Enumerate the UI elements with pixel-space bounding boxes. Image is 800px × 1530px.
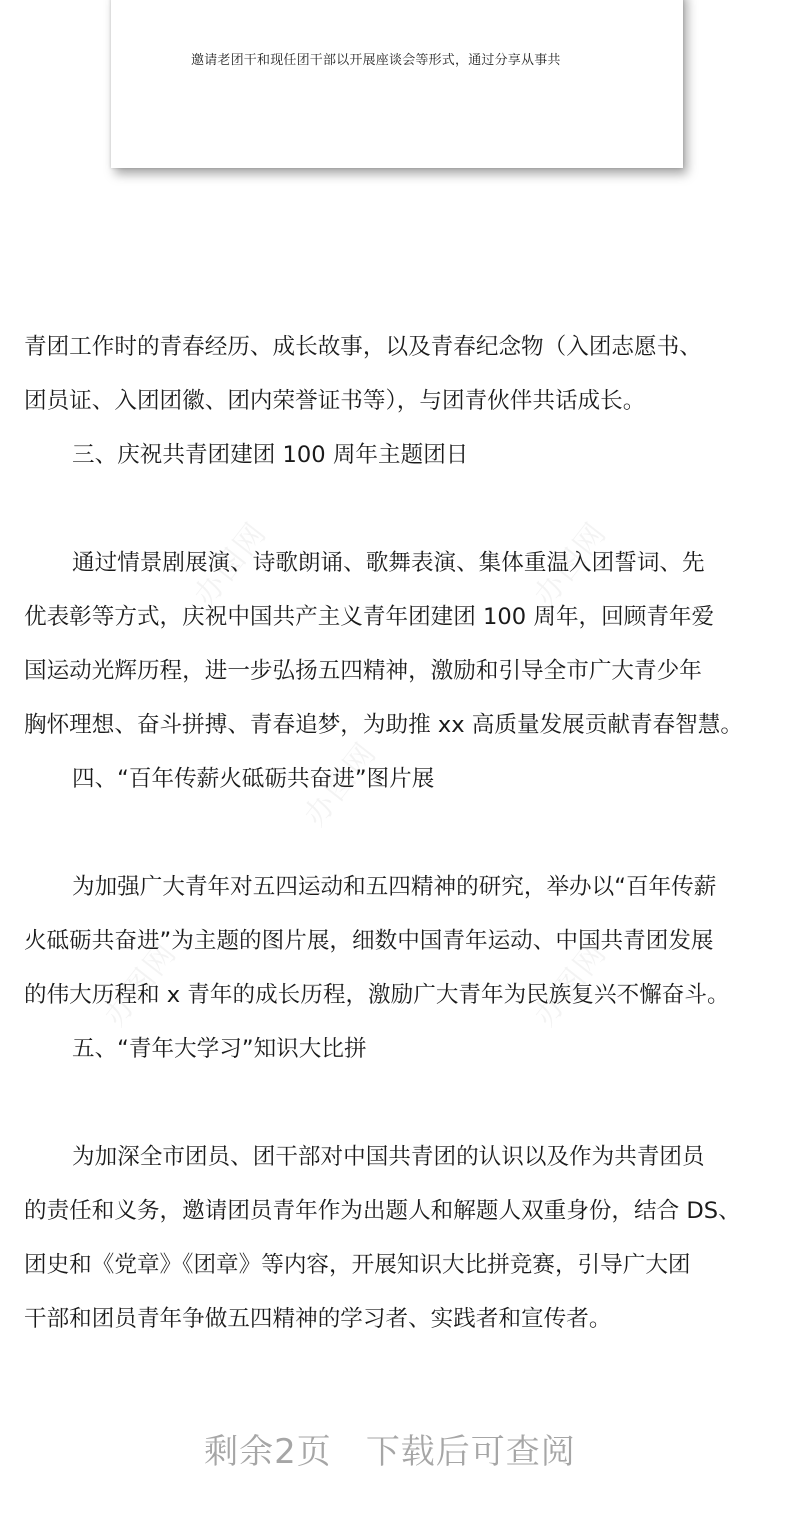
download-prompt-label: 下载后可查阅 (365, 1432, 576, 1472)
download-to-read-more-button[interactable] (0, 1424, 780, 1473)
paragraph-line: 胸怀理想、奋斗拼搏、青春追梦，为助推 xx 高质量发展贡献青春智慧。 (24, 712, 743, 738)
remaining-pages-label: 剩余2页 (204, 1432, 332, 1472)
preview-card-text: 邀请老团干和现任团干部以开展座谈会等形式，通过分享从事共 (191, 53, 561, 68)
paragraph-line: 国运动光辉历程，进一步弘扬五四精神，激励和引导全市广大青少年 (24, 658, 702, 684)
watermark: 办图网 (527, 935, 615, 1033)
paragraph-line: 火砥砺共奋进”为主题的图片展，细数中国青年运动、中国共青团发展 (24, 928, 714, 954)
watermark: 办图网 (297, 735, 385, 833)
paragraph-line: 通过情景剧展演、诗歌朗诵、歌舞表演、集体重温入团誓词、先 (72, 550, 705, 576)
paragraph-line: 青团工作时的青春经历、成长故事，以及青春纪念物（入团志愿书、 (24, 334, 702, 360)
paragraph-line: 的伟大历程和 x 青年的成长历程，激励广大青年为民族复兴不懈奋斗。 (24, 982, 730, 1008)
watermark: 办图网 (187, 515, 275, 613)
watermark: 办图网 (97, 935, 185, 1033)
section-heading-4: 四、“百年传薪火砥砺共奋进”图片展 (72, 766, 435, 792)
paragraph-line: 团员证、入团团徽、团内荣誉证书等），与团青伙伴共话成长。 (24, 388, 646, 414)
paragraph-line: 干部和团员青年争做五四精神的学习者、实践者和宣传者。 (24, 1306, 612, 1332)
paragraph-line: 优表彰等方式，庆祝中国共产主义青年团建团 100 周年，回顾青年爱 (24, 604, 715, 630)
watermark: 办图网 (527, 515, 615, 613)
section-heading-5: 五、“青年大学习”知识大比拼 (72, 1036, 367, 1062)
section-heading-3: 三、庆祝共青团建团 100 周年主题团日 (72, 442, 469, 468)
paragraph-line: 团史和《党章》《团章》等内容，开展知识大比拼竞赛，引导广大团 (24, 1252, 691, 1278)
paragraph-line: 为加强广大青年对五四运动和五四精神的研究，举办以“百年传薪 (72, 874, 717, 900)
paragraph-line: 为加深全市团员、团干部对中国共青团的认识以及作为共青团员 (72, 1144, 705, 1170)
paragraph-line: 的责任和义务，邀请团员青年作为出题人和解题人双重身份，结合 DS、 (24, 1198, 741, 1224)
document-body (24, 320, 794, 1346)
document-preview-card (111, 0, 683, 168)
